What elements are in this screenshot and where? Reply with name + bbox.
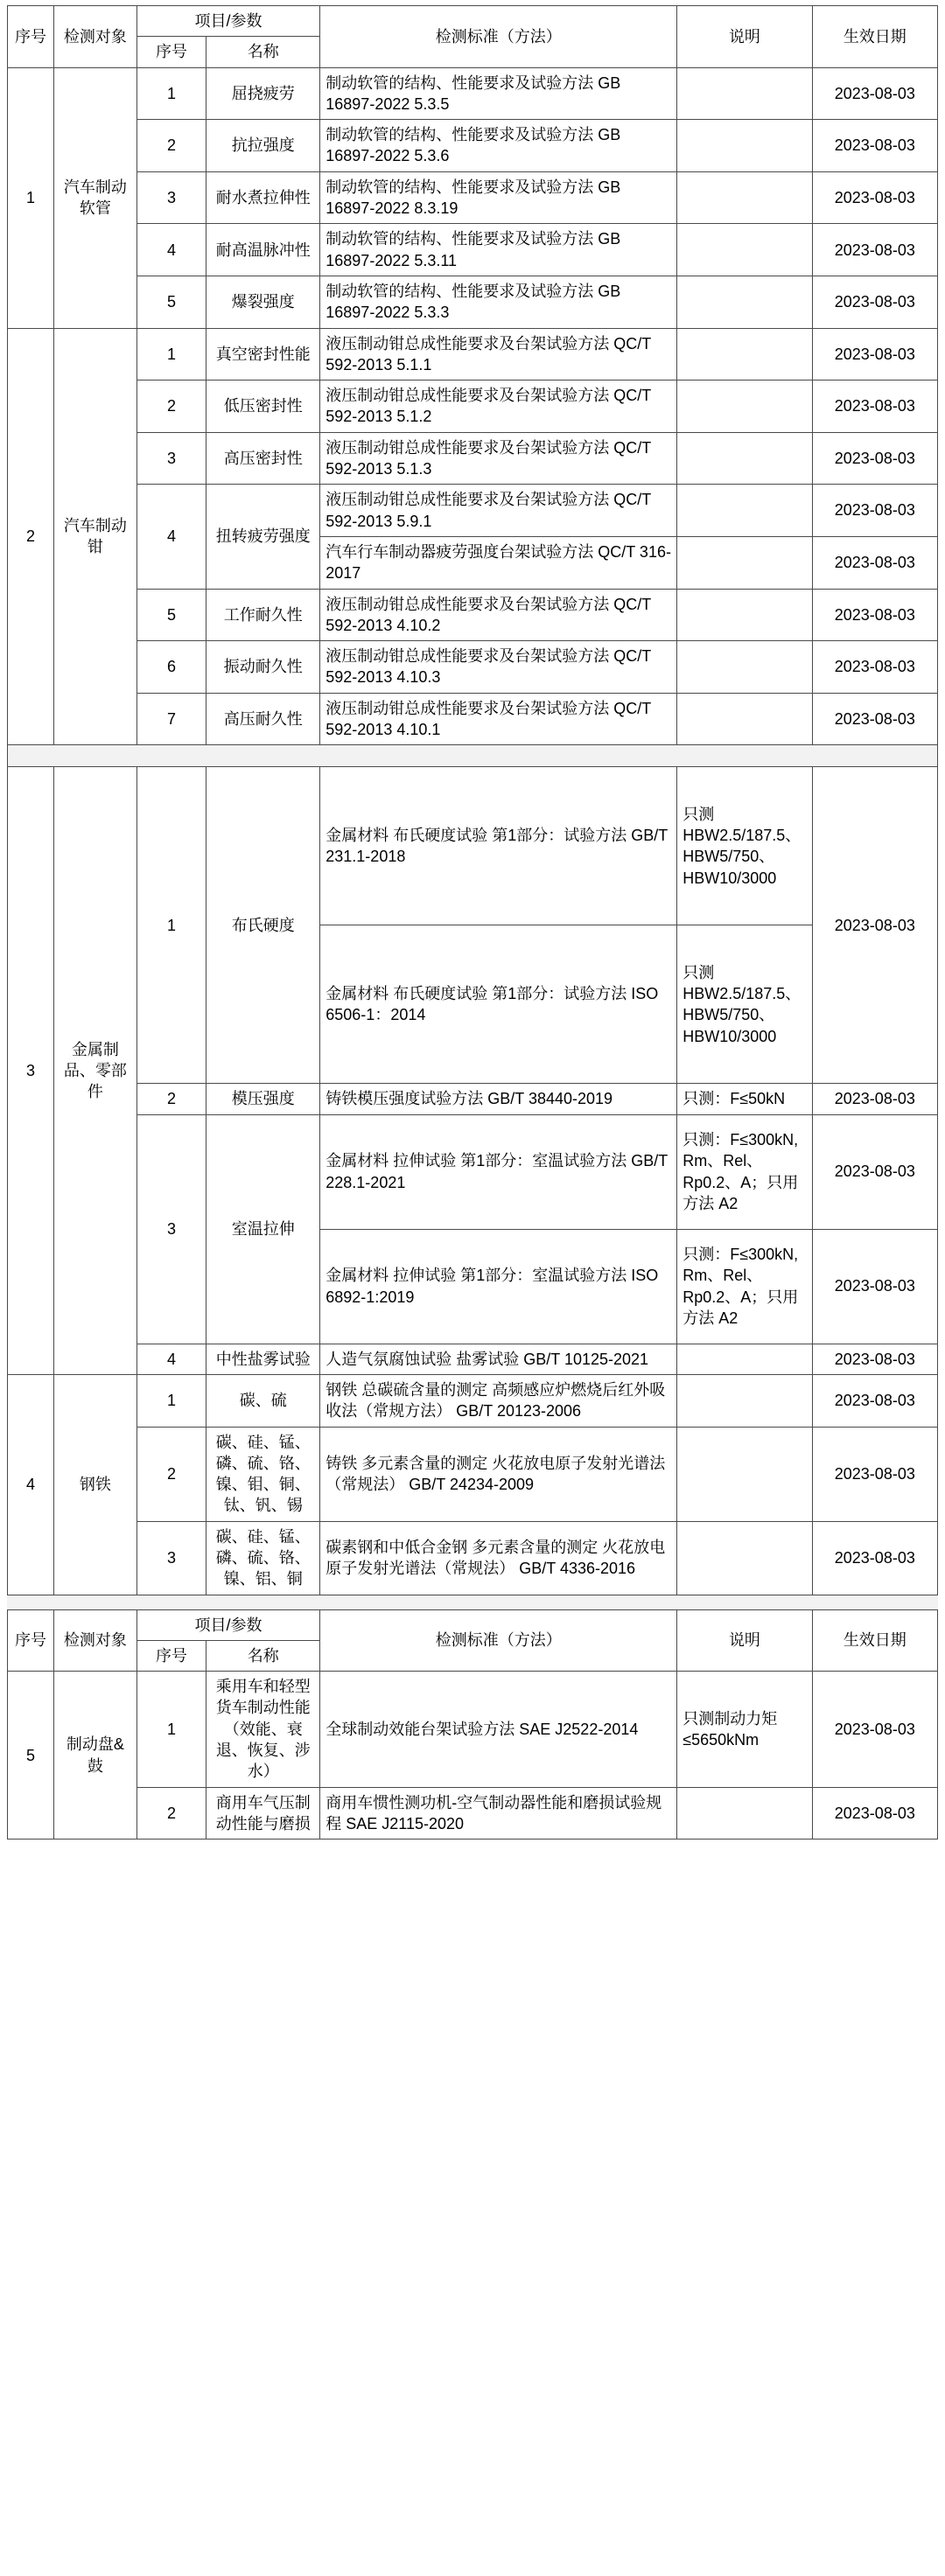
header-item-seq: 序号: [136, 37, 206, 67]
item-remark: [677, 1787, 812, 1840]
item-remark: 只测HBW2.5/187.5、HBW5/750、HBW10/3000: [677, 925, 812, 1084]
item-standard: 碳素钢和中低合金钢 多元素含量的测定 火花放电原子发射光谱法（常规法） GB/T 4336-2016: [320, 1521, 677, 1595]
header-item-name: 名称: [206, 37, 320, 67]
item-remark: [677, 380, 812, 433]
section-divider: [8, 745, 938, 767]
item-standard: 全球制动效能台架试验方法 SAE J2522-2014: [320, 1672, 677, 1787]
header-remark: 说明: [677, 1609, 812, 1672]
table-row: [8, 1114, 938, 1229]
item-remark: [677, 1344, 812, 1374]
item-standard: 金属材料 拉伸试验 第1部分：室温试验方法 ISO 6892-1:2019: [320, 1229, 677, 1344]
item-standard: 人造气氛腐蚀试验 盐雾试验 GB/T 10125-2021: [320, 1344, 677, 1374]
item-date: 2023-08-03: [812, 1427, 937, 1521]
group-object: 制动盘&鼓: [53, 1672, 136, 1840]
group-object: 汽车制动钳: [53, 328, 136, 745]
item-standard: 液压制动钳总成性能要求及台架试验方法 QC/T 592-2013 5.1.3: [320, 432, 677, 485]
capability-table-1-wrap: [7, 5, 938, 1595]
table-row: [8, 432, 938, 485]
item-standard: 钢铁 总碳硫含量的测定 高频感应炉燃烧后红外吸收法（常规方法） GB/T 20123-2006: [320, 1374, 677, 1427]
group-object: 钢铁: [53, 1374, 136, 1595]
header-standard: 检测标准（方法）: [320, 1609, 677, 1672]
table-row: [8, 1374, 938, 1427]
header-seq: 序号: [8, 1609, 54, 1672]
header-effective-date: 生效日期: [812, 6, 937, 68]
item-date: 2023-08-03: [812, 1787, 937, 1840]
item-seq: 4: [136, 1344, 206, 1374]
item-seq: 2: [136, 380, 206, 433]
table-row: [8, 693, 938, 745]
item-name: 高压密封性: [206, 432, 320, 485]
table-row: [8, 1787, 938, 1840]
item-date: 2023-08-03: [812, 767, 937, 1084]
item-name: 耐高温脉冲性: [206, 224, 320, 276]
item-date: 2023-08-03: [812, 693, 937, 745]
item-date: 2023-08-03: [812, 380, 937, 433]
table-body: [8, 67, 938, 1595]
group-seq: 4: [8, 1374, 54, 1595]
group-seq: 2: [8, 328, 54, 745]
item-seq: 3: [136, 171, 206, 224]
item-date: 2023-08-03: [812, 328, 937, 380]
table-row: [8, 224, 938, 276]
header-seq: 序号: [8, 6, 54, 68]
header-item-seq: 序号: [136, 1640, 206, 1671]
item-standard: 液压制动钳总成性能要求及台架试验方法 QC/T 592-2013 5.1.1: [320, 328, 677, 380]
item-seq: 3: [136, 1114, 206, 1344]
item-remark: [677, 120, 812, 172]
item-standard: 液压制动钳总成性能要求及台架试验方法 QC/T 592-2013 5.1.2: [320, 380, 677, 433]
header-effective-date: 生效日期: [812, 1609, 937, 1672]
table-row: [8, 1521, 938, 1595]
table-row: [8, 1672, 938, 1787]
item-seq: 1: [136, 1672, 206, 1787]
item-name: 工作耐久性: [206, 589, 320, 641]
item-standard: 金属材料 拉伸试验 第1部分：室温试验方法 GB/T 228.1-2021: [320, 1114, 677, 1229]
item-remark: [677, 485, 812, 537]
item-date: 2023-08-03: [812, 1374, 937, 1427]
item-remark: [677, 693, 812, 745]
item-remark: [677, 641, 812, 694]
item-date: 2023-08-03: [812, 1521, 937, 1595]
header-object: 检测对象: [53, 6, 136, 68]
item-standard: 液压制动钳总成性能要求及台架试验方法 QC/T 592-2013 4.10.1: [320, 693, 677, 745]
item-seq: 2: [136, 1084, 206, 1114]
header-standard: 检测标准（方法）: [320, 6, 677, 68]
capability-table-2-wrap: [7, 1609, 938, 1840]
group-seq: 1: [8, 67, 54, 328]
item-standard: 金属材料 布氏硬度试验 第1部分：试验方法 GB/T 231.1-2018: [320, 767, 677, 925]
item-name: 真空密封性能: [206, 328, 320, 380]
table-row: [8, 67, 938, 120]
item-remark: 只测：F≤300kN, Rm、Rel、Rp0.2、A；只用方法 A2: [677, 1114, 812, 1229]
item-seq: 2: [136, 1787, 206, 1840]
header-remark: 说明: [677, 6, 812, 68]
item-date: 2023-08-03: [812, 1114, 937, 1229]
item-seq: 1: [136, 67, 206, 120]
item-standard: 汽车行车制动器疲劳强度台架试验方法 QC/T 316-2017: [320, 536, 677, 589]
item-standard: 铸铁 多元素含量的测定 火花放电原子发射光谱法 （常规法） GB/T 24234-2009: [320, 1427, 677, 1521]
item-seq: 2: [136, 120, 206, 172]
item-name: 商用车气压制动性能与磨损: [206, 1787, 320, 1840]
item-seq: 3: [136, 432, 206, 485]
item-name: 碳、硅、锰、磷、硫、铬、镍、铝、铜: [206, 1521, 320, 1595]
group-seq: 5: [8, 1672, 54, 1840]
item-date: 2023-08-03: [812, 1672, 937, 1787]
item-remark: [677, 432, 812, 485]
table-row: [8, 171, 938, 224]
item-name: 乘用车和轻型货车制动性能（效能、衰退、恢复、涉水）: [206, 1672, 320, 1787]
item-name: 爆裂强度: [206, 276, 320, 328]
header-item-group: 项目/参数: [136, 6, 320, 37]
item-remark: [677, 276, 812, 328]
item-remark: [677, 589, 812, 641]
item-date: 2023-08-03: [812, 1344, 937, 1374]
item-remark: [677, 67, 812, 120]
capability-table-1: [7, 5, 938, 1595]
item-name: 碳、硫: [206, 1374, 320, 1427]
table-body-2: [8, 1672, 938, 1840]
item-seq: 5: [136, 276, 206, 328]
table-row: [8, 767, 938, 925]
item-date: 2023-08-03: [812, 67, 937, 120]
item-name: 抗拉强度: [206, 120, 320, 172]
table-row: [8, 328, 938, 380]
item-remark: [677, 1521, 812, 1595]
item-date: 2023-08-03: [812, 485, 937, 537]
item-date: 2023-08-03: [812, 1084, 937, 1114]
item-name: 低压密封性: [206, 380, 320, 433]
item-remark: [677, 1427, 812, 1521]
item-standard: 制动软管的结构、性能要求及试验方法 GB 16897-2022 5.3.3: [320, 276, 677, 328]
item-seq: 4: [136, 224, 206, 276]
item-date: 2023-08-03: [812, 536, 937, 589]
item-name: 高压耐久性: [206, 693, 320, 745]
page-break-band: [7, 1595, 938, 1609]
header-object: 检测对象: [53, 1609, 136, 1672]
item-seq: 1: [136, 767, 206, 1084]
item-remark: [677, 224, 812, 276]
item-standard: 商用车惯性测功机-空气制动器性能和磨损试验规程 SAE J2115-2020: [320, 1787, 677, 1840]
item-standard: 液压制动钳总成性能要求及台架试验方法 QC/T 592-2013 4.10.3: [320, 641, 677, 694]
item-date: 2023-08-03: [812, 120, 937, 172]
table-row: [8, 276, 938, 328]
table-row: [8, 485, 938, 537]
table-header: [8, 6, 938, 68]
capability-table-2: [7, 1609, 938, 1840]
group-object: 汽车制动软管: [53, 67, 136, 328]
item-remark: [677, 328, 812, 380]
item-name: 中性盐雾试验: [206, 1344, 320, 1374]
item-seq: 3: [136, 1521, 206, 1595]
item-name: 模压强度: [206, 1084, 320, 1114]
table-row: [8, 1427, 938, 1521]
item-standard: 制动软管的结构、性能要求及试验方法 GB 16897-2022 5.3.11: [320, 224, 677, 276]
header-item-group: 项目/参数: [136, 1609, 320, 1640]
item-seq: 2: [136, 1427, 206, 1521]
item-standard: 制动软管的结构、性能要求及试验方法 GB 16897-2022 5.3.5: [320, 67, 677, 120]
item-date: 2023-08-03: [812, 276, 937, 328]
item-seq: 1: [136, 328, 206, 380]
group-object: 金属制品、零部件: [53, 767, 136, 1375]
item-name: 振动耐久性: [206, 641, 320, 694]
item-remark: [677, 536, 812, 589]
header-row-1: [8, 6, 938, 37]
item-seq: 7: [136, 693, 206, 745]
item-standard: 制动软管的结构、性能要求及试验方法 GB 16897-2022 8.3.19: [320, 171, 677, 224]
item-remark: 只测：F≤50kN: [677, 1084, 812, 1114]
item-date: 2023-08-03: [812, 641, 937, 694]
table-header-2: [8, 1609, 938, 1672]
item-date: 2023-08-03: [812, 224, 937, 276]
table-row: [8, 380, 938, 433]
table-row: [8, 589, 938, 641]
header-item-name: 名称: [206, 1640, 320, 1671]
item-name: 室温拉伸: [206, 1114, 320, 1344]
item-name: 屈挠疲劳: [206, 67, 320, 120]
item-name: 碳、硅、锰、磷、硫、铬、镍、钼、铜、钛、钒、锡: [206, 1427, 320, 1521]
group-seq: 3: [8, 767, 54, 1375]
item-seq: 1: [136, 1374, 206, 1427]
item-remark: [677, 171, 812, 224]
item-standard: 铸铁模压强度试验方法 GB/T 38440-2019: [320, 1084, 677, 1114]
item-standard: 液压制动钳总成性能要求及台架试验方法 QC/T 592-2013 4.10.2: [320, 589, 677, 641]
item-name: 扭转疲劳强度: [206, 485, 320, 589]
item-standard: 制动软管的结构、性能要求及试验方法 GB 16897-2022 5.3.6: [320, 120, 677, 172]
item-date: 2023-08-03: [812, 589, 937, 641]
table-row: [8, 120, 938, 172]
item-standard: 液压制动钳总成性能要求及台架试验方法 QC/T 592-2013 5.9.1: [320, 485, 677, 537]
header-row-1: [8, 1609, 938, 1640]
item-date: 2023-08-03: [812, 1229, 937, 1344]
item-standard: 金属材料 布氏硬度试验 第1部分：试验方法 ISO 6506-1：2014: [320, 925, 677, 1084]
item-remark: 只测制动力矩≤5650kNm: [677, 1672, 812, 1787]
item-name: 布氏硬度: [206, 767, 320, 1084]
item-remark: 只测HBW2.5/187.5、HBW5/750、HBW10/3000: [677, 767, 812, 925]
item-date: 2023-08-03: [812, 432, 937, 485]
table-row: [8, 1084, 938, 1114]
item-date: 2023-08-03: [812, 171, 937, 224]
table-row: [8, 641, 938, 694]
item-remark: [677, 1374, 812, 1427]
table-row: [8, 1344, 938, 1374]
item-seq: 6: [136, 641, 206, 694]
item-seq: 4: [136, 485, 206, 589]
item-name: 耐水煮拉伸性: [206, 171, 320, 224]
item-remark: 只测：F≤300kN, Rm、Rel、Rp0.2、A；只用方法 A2: [677, 1229, 812, 1344]
item-seq: 5: [136, 589, 206, 641]
